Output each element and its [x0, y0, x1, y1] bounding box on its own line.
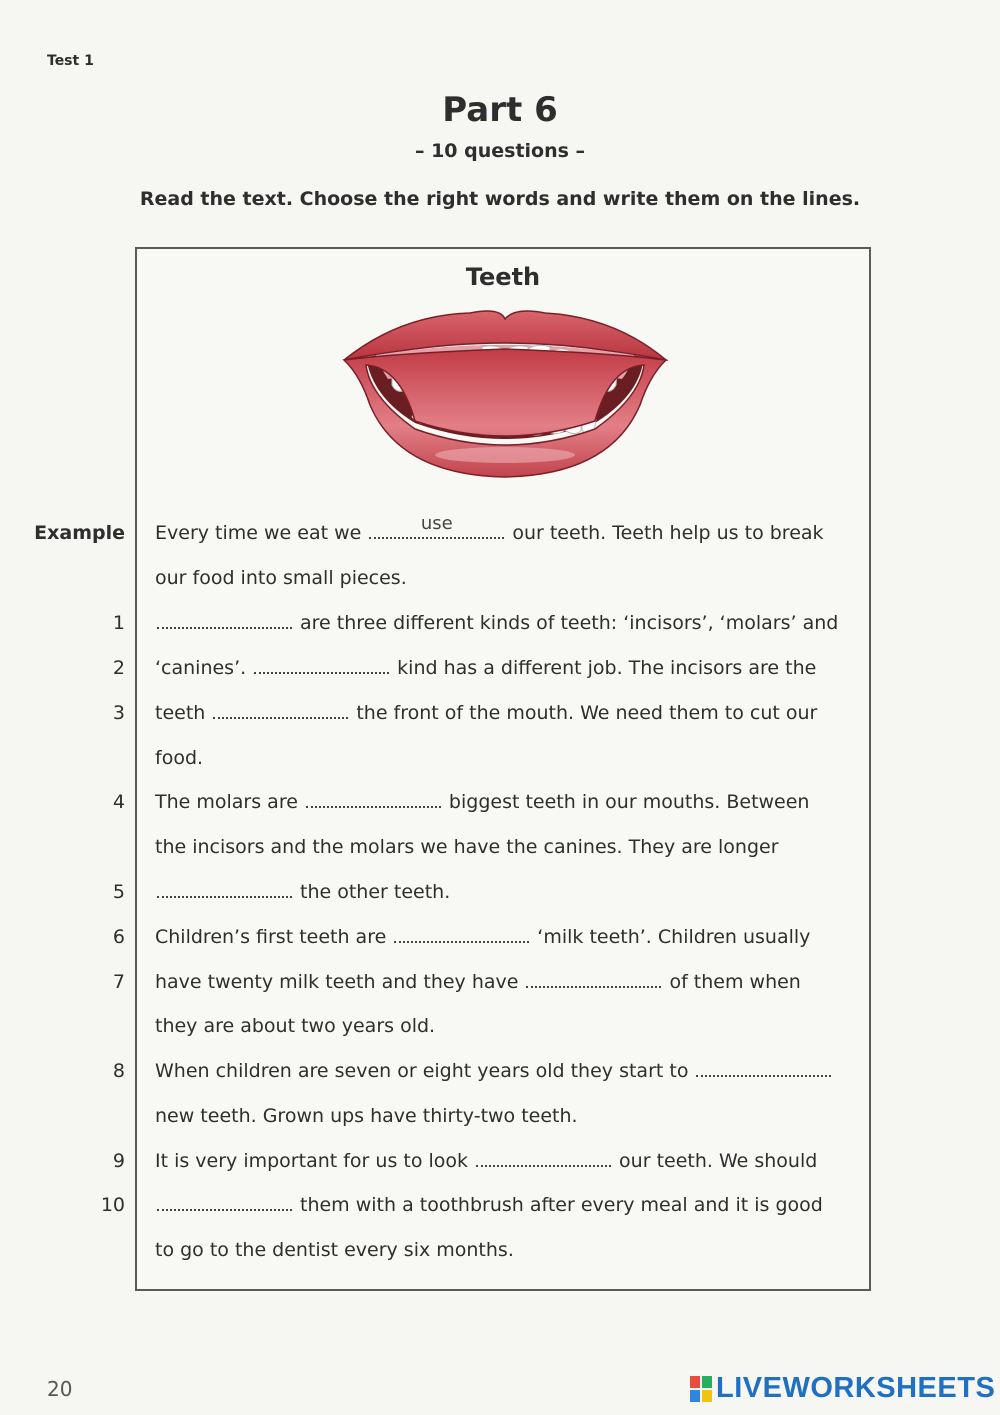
instructions: Read the text. Choose the right words and write them on the lines.: [139, 188, 861, 210]
num-6: 6: [112, 926, 125, 948]
answer-blank-7[interactable]: [526, 968, 661, 988]
answer-blank-5[interactable]: [157, 878, 292, 898]
num-2: 2: [112, 657, 125, 679]
line-text: ‘milk teeth’. Children usually: [537, 926, 811, 948]
answer-blank-1[interactable]: [157, 609, 292, 629]
line-text: the incisors and the molars we have the canines. They are longer: [155, 836, 779, 858]
text-line-8: [155, 877, 450, 907]
num-0: Example: [34, 522, 125, 544]
line-text: the front of the mouth. We need them to cut our: [356, 702, 818, 724]
num-4: 4: [112, 791, 125, 813]
text-line-1: [155, 563, 407, 593]
num-7: 7: [112, 971, 125, 993]
text-line-11: [155, 1011, 435, 1041]
text-line-2: [155, 608, 838, 638]
answer-blank-6[interactable]: [394, 923, 529, 943]
answer-blank-9[interactable]: [476, 1147, 611, 1167]
text-line-5: [155, 743, 203, 773]
line-text: Children’s first teeth are: [155, 926, 387, 948]
line-text: have twenty milk teeth and they have: [155, 971, 519, 993]
line-text: our food into small pieces.: [155, 567, 407, 589]
text-line-4: [155, 698, 817, 728]
example-answer-blank: [369, 513, 504, 539]
answer-blank-2[interactable]: [254, 654, 389, 674]
line-text: ‘canines’.: [155, 657, 247, 679]
part-title: Part 6: [442, 90, 558, 130]
line-text: kind has a different job. The incisors are the: [397, 657, 817, 679]
num-9: 9: [112, 1150, 125, 1172]
text-line-0: [155, 513, 824, 548]
line-text: When children are seven or eight years old they start to: [155, 1060, 689, 1082]
text-line-6: [155, 787, 809, 817]
answer-blank-4[interactable]: [306, 788, 441, 808]
line-text: the other teeth.: [300, 881, 451, 903]
line-text: our teeth. Teeth help us to break: [512, 522, 824, 544]
line-text: are three different kinds of teeth: ‘incisors’, ‘molars’ and: [300, 612, 839, 634]
page-number: 20: [47, 1377, 73, 1401]
test-label: Test 1: [47, 53, 94, 69]
num-3: 3: [112, 702, 125, 724]
line-text: Every time we eat we: [155, 522, 362, 544]
line-text: to go to the dentist every six months.: [155, 1239, 514, 1261]
line-text: It is very important for us to look: [155, 1150, 469, 1172]
line-text: they are about two years old.: [155, 1015, 436, 1037]
answer-blank-10[interactable]: [157, 1191, 292, 1211]
text-line-15: [155, 1190, 823, 1220]
text-line-9: [155, 922, 810, 952]
line-text: them with a toothbrush after every meal and it is good: [300, 1194, 823, 1216]
subtitle: – 10 questions –: [414, 140, 586, 162]
num-1: 1: [112, 612, 125, 634]
text-line-13: [155, 1101, 578, 1131]
text-line-12: [155, 1056, 839, 1086]
line-text: biggest teeth in our mouths. Between: [448, 791, 810, 813]
num-10: 10: [100, 1194, 125, 1216]
answer-blank-8[interactable]: [696, 1057, 831, 1077]
answer-blank-3[interactable]: [213, 699, 348, 719]
line-text: our teeth. We should: [619, 1150, 818, 1172]
text-line-3: [155, 653, 816, 683]
box-title: Teeth: [465, 263, 541, 291]
line-text: new teeth. Grown ups have thirty-two teeth.: [155, 1105, 578, 1127]
liveworksheets-logo: [690, 1372, 995, 1405]
line-text: The molars are: [155, 791, 298, 813]
example-answer: use: [420, 513, 453, 534]
line-text: teeth: [155, 702, 206, 724]
num-8: 8: [112, 1060, 125, 1082]
logo-text: LIVEWORKSHEETS: [716, 1372, 996, 1404]
line-text: of them when: [669, 971, 801, 993]
text-line-7: [155, 832, 779, 862]
num-5: 5: [112, 881, 125, 903]
text-line-10: [155, 967, 801, 997]
line-text: food.: [155, 747, 204, 769]
mouth-illustration: [340, 305, 670, 483]
text-line-16: [155, 1235, 514, 1265]
text-line-14: [155, 1146, 817, 1176]
logo-mark-icon: [690, 1376, 712, 1402]
